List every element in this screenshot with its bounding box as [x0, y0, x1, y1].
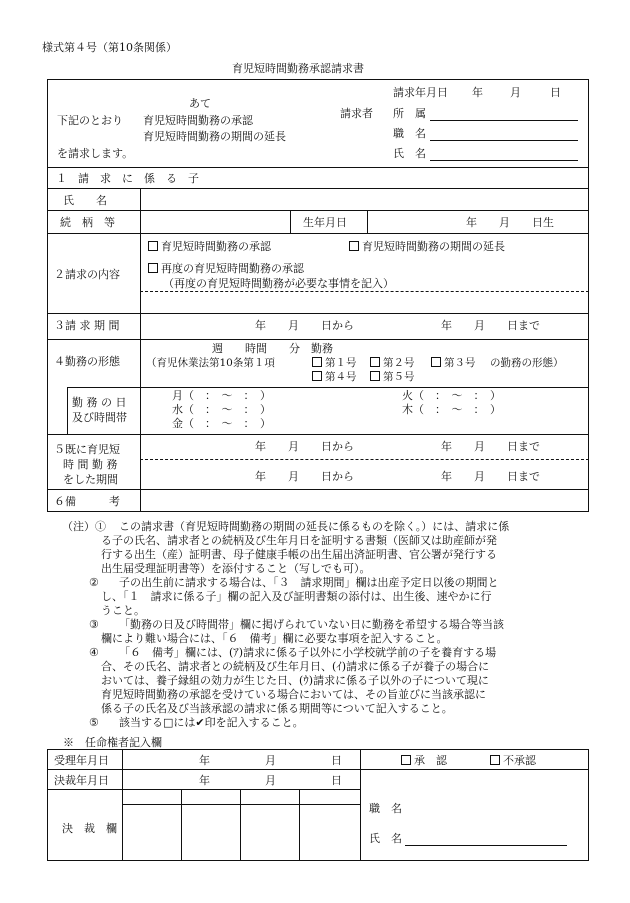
received-date-field[interactable]: 年 月 日: [199, 754, 342, 767]
note4-line4: 育児短時間勤務の承認を受けている場合においては、その旨並びに当該承認に: [101, 688, 486, 701]
work-form-label: ４勤務の形態: [54, 355, 120, 368]
checkbox-extension[interactable]: [349, 241, 359, 251]
request-content-label: ２請求の内容: [54, 268, 120, 281]
note1-line3: 行する出生（産）証明書、母子健康手帳の出生届出済証明書、官公署が発行する: [101, 548, 497, 561]
checkbox-reapproval[interactable]: [148, 263, 158, 273]
tuesday-hours[interactable]: 火（ ： 〜 ： ）: [402, 389, 501, 402]
option-no4[interactable]: 第４号: [312, 371, 357, 384]
note5-head: ⑤: [89, 716, 99, 729]
note3-line2: 欄により難い場合には、「６ 備考」欄に必要な事項を記入すること。: [101, 632, 448, 645]
work-days-label-2: 及び時間帯: [72, 411, 127, 424]
approve-option[interactable]: 承 認: [401, 754, 447, 767]
note3-head: ③: [89, 618, 99, 631]
checkbox-no1[interactable]: [312, 357, 322, 367]
approver-post-label: 職 名: [369, 802, 402, 815]
option-no3[interactable]: 第３号: [431, 357, 476, 370]
prev-period-1-from[interactable]: 年 月 日から: [255, 440, 354, 453]
name-field[interactable]: [430, 160, 578, 161]
request-period-from[interactable]: 年 月 日から: [255, 319, 354, 332]
requester-label: 請求者: [340, 107, 373, 120]
checkbox-no5[interactable]: [370, 371, 380, 381]
note4-line2: 合、その氏名、請求者との続柄及び生年月日、(ｲ)請求に係る子が養子の場合に: [101, 660, 490, 673]
option-reapproval[interactable]: 再度の育児短時間勤務の承認: [148, 262, 304, 275]
note4-line1: 「６ 備考」欄には、(ｱ)請求に係る子以外に小学校就学前の子を養育する場: [119, 646, 497, 659]
form-title: 育児短時間勤務承認請求書: [232, 62, 364, 75]
work-form-prefix: （育児休業法第10条第１項: [146, 357, 275, 369]
note2-line1: 子の出生前に請求する場合は、「３ 請求期間」欄は出産予定日以後の期間と: [119, 576, 499, 589]
approver-name-label: 氏 名: [369, 832, 402, 845]
decision-date-field[interactable]: 年 月 日: [199, 774, 342, 787]
note1-head: （注）①: [62, 520, 106, 533]
request-year: 年: [472, 86, 483, 99]
birth-date-field[interactable]: 年 月 日生: [466, 216, 554, 229]
relation-field[interactable]: [150, 216, 285, 230]
disapprove-option[interactable]: 不承認: [490, 754, 536, 767]
remarks-label: ６備 考: [54, 495, 120, 508]
request-period-to[interactable]: 年 月 日まで: [441, 319, 540, 332]
form-number: 様式第４号（第10条関係）: [42, 41, 177, 54]
wednesday-hours[interactable]: 水（ ： 〜 ： ）: [172, 403, 271, 416]
request-date-label: 請求年月日: [393, 86, 448, 99]
work-form-suffix: の勤務の形態）: [490, 357, 564, 369]
option-approval[interactable]: 育児短時間勤務の承認: [148, 240, 271, 253]
note2-head: ②: [89, 576, 99, 589]
note2-line2: し、「１ 請求に係る子」欄の記入及び証明書類の添付は、出生後、速やかに行: [101, 590, 492, 603]
name-label: 氏 名: [393, 147, 426, 160]
note3-line1: 「勤務の日及び時間帯」欄に掲げられていない日に勤務を希望する場合等当該: [119, 618, 504, 631]
note4-line3: おいては、養子縁組の効力が生じた日、(ｳ)請求に係る子以外の子について現に: [101, 674, 489, 687]
note4-head: ④: [89, 646, 99, 659]
received-date-label: 受理年月日: [54, 754, 109, 767]
approval-column-label: 決 裁 欄: [62, 822, 117, 835]
decision-date-label: 決裁年月日: [54, 774, 109, 787]
approver-name-field[interactable]: [405, 845, 567, 846]
request-day: 日: [550, 86, 561, 99]
request-period-label: ３請 求 期 間: [54, 319, 120, 332]
friday-hours[interactable]: 金（ ： 〜 ： ）: [172, 417, 271, 430]
dept-label: 所 属: [393, 107, 426, 120]
note4-line5: 係る子の氏名及び当該承認の請求に係る期間等について記入すること。: [101, 702, 453, 715]
post-label: 職 名: [393, 127, 426, 140]
addressee: あて: [189, 97, 211, 110]
note1-line4: 出生届受理証明書等）を添付すること（写しでも可）。: [101, 562, 371, 575]
relation-label: 続 柄 等: [60, 216, 115, 229]
child-name-label: 氏 名: [63, 194, 107, 207]
birth-date-label: 生年月日: [303, 216, 347, 229]
remarks-field[interactable]: [150, 495, 580, 509]
prev-period-label-3: をした期間: [63, 473, 118, 486]
weekly-hours[interactable]: 週 時間 分 勤務: [212, 342, 333, 355]
closing-text: を請求します。: [57, 147, 134, 160]
approve-checkbox[interactable]: [401, 755, 411, 765]
option-no5[interactable]: 第５号: [370, 371, 415, 384]
work-days-label-1: 勤 務 の 日: [72, 396, 127, 409]
monday-hours[interactable]: 月（ ： 〜 ： ）: [172, 389, 271, 402]
child-name-field[interactable]: [150, 194, 580, 208]
dept-field[interactable]: [430, 120, 578, 121]
request-option-extension: 育児短時間勤務の期間の延長: [143, 130, 286, 143]
admin-heading: ※ 任命権者記入欄: [63, 736, 162, 749]
prev-period-label-2: 時 間 勤 務: [63, 458, 118, 471]
checkbox-approval[interactable]: [148, 241, 158, 251]
section1-title: １ 請 求 に 係 る 子: [56, 172, 199, 185]
prev-period-2-to[interactable]: 年 月 日まで: [441, 470, 540, 483]
post-field[interactable]: [430, 140, 578, 141]
note2-line3: うこと。: [101, 604, 145, 617]
checkbox-no2[interactable]: [370, 357, 380, 367]
lead-text: 下記のとおり: [57, 114, 123, 127]
disapprove-checkbox[interactable]: [490, 755, 500, 765]
note1-line1: この請求書（育児短時間勤務の期間の延長に係るものを除く。）には、請求に係: [119, 520, 510, 533]
thursday-hours[interactable]: 木（ ： 〜 ： ）: [402, 403, 501, 416]
reapproval-note: （再度の育児短時間勤務が必要な事情を記入）: [163, 277, 394, 290]
note1-line2: る子の氏名、請求者との続柄及び生年月日を証明する書類（医師又は助産師が発: [101, 534, 497, 547]
prev-period-1-to[interactable]: 年 月 日まで: [441, 440, 540, 453]
option-no2[interactable]: 第２号: [370, 357, 415, 370]
prev-period-label-1: ５既に育児短: [54, 443, 120, 456]
note5-line1: 該当する□には✔印を記入すること。: [119, 716, 304, 729]
option-extension[interactable]: 育児短時間勤務の期間の延長: [349, 240, 505, 253]
prev-period-2-from[interactable]: 年 月 日から: [255, 470, 354, 483]
checkbox-no4[interactable]: [312, 371, 322, 381]
request-month: 月: [510, 86, 521, 99]
option-no1[interactable]: 第１号: [312, 357, 357, 370]
request-option-approval: 育児短時間勤務の承認: [143, 114, 253, 127]
checkbox-no3[interactable]: [431, 357, 441, 367]
